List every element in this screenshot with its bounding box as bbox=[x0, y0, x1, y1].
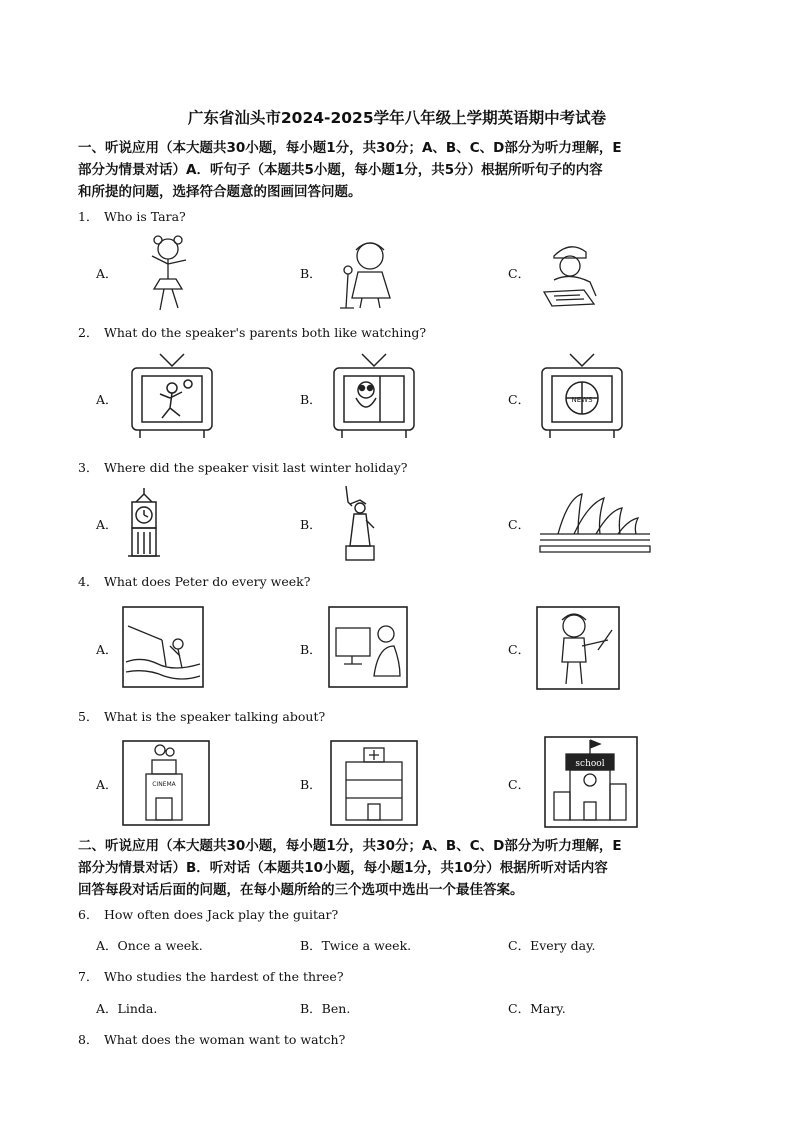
question-text: What does Peter do every week? bbox=[104, 574, 311, 589]
news-text: NEWS bbox=[571, 396, 593, 404]
question-number: 4． bbox=[78, 574, 99, 589]
page-title: 广东省汕头市2024-2025学年八年级上学期英语期中考试卷 bbox=[187, 109, 607, 127]
tv-news-picture bbox=[540, 352, 624, 440]
option-label-b: B． bbox=[300, 642, 322, 657]
question-number: 1． bbox=[78, 209, 99, 224]
option-label-a: A． bbox=[96, 517, 118, 532]
statue-of-liberty-picture bbox=[336, 484, 382, 562]
question-number: 5． bbox=[78, 709, 99, 724]
question-text: What does the woman want to watch? bbox=[104, 1032, 346, 1047]
option-a: A．Linda. bbox=[96, 1001, 158, 1016]
question-5 bbox=[78, 707, 325, 725]
section-2-line: 回答每段对话后面的问题，在每小题所给的三个选项中选出一个最佳答案。 bbox=[78, 882, 524, 898]
question-7 bbox=[78, 967, 344, 985]
question-number: 8． bbox=[78, 1032, 99, 1047]
option-label-a: A． bbox=[96, 392, 118, 407]
tv-animal-picture bbox=[332, 352, 416, 440]
section-2-line: 部分为情景对话）B．听对话（本题共10小题，每小题1分，共10分）根据所听对话内容 bbox=[78, 860, 608, 876]
option-b: B．Ben. bbox=[300, 1001, 351, 1016]
question-8 bbox=[78, 1030, 345, 1048]
section-2-instructions bbox=[78, 835, 720, 901]
question-number: 7． bbox=[78, 969, 99, 984]
question-1 bbox=[78, 207, 186, 225]
question-text: Who is Tara? bbox=[104, 209, 186, 224]
sydney-opera-house-picture bbox=[538, 490, 652, 554]
section-1-line: 部分为情景对话）A．听句子（本题共5小题，每小题1分，共5分）根据所听句子的内容 bbox=[78, 162, 603, 178]
girl-singing-picture bbox=[332, 236, 400, 310]
question-number: 6． bbox=[78, 907, 99, 922]
big-ben-picture bbox=[126, 486, 162, 558]
option-label-a: A． bbox=[96, 266, 118, 281]
question-2 bbox=[78, 323, 426, 341]
option-label-c: C． bbox=[508, 392, 531, 407]
tv-sports-picture bbox=[130, 352, 214, 440]
question-4 bbox=[78, 572, 310, 590]
option-b: B．Twice a week. bbox=[300, 938, 412, 953]
option-label-a: A． bbox=[96, 777, 118, 792]
question-text: Who studies the hardest of the three? bbox=[104, 969, 344, 984]
option-label-b: B． bbox=[300, 517, 322, 532]
option-label-c: C． bbox=[508, 266, 531, 281]
question-3 bbox=[78, 458, 408, 476]
question-text: How often does Jack play the guitar? bbox=[104, 907, 339, 922]
question-text: What is the speaker talking about? bbox=[104, 709, 326, 724]
option-c: C．Every day. bbox=[508, 938, 596, 953]
question-6 bbox=[78, 905, 338, 923]
question-text: What do the speaker's parents both like watching? bbox=[104, 325, 427, 340]
section-2-line: 二、听说应用（本大题共30小题，每小题1分，共30分；A、B、C、D部分为听力理解，E bbox=[78, 838, 622, 854]
section-1-line: 一、听说应用（本大题共30小题，每小题1分，共30分；A、B、C、D部分为听力理解，E bbox=[78, 140, 622, 156]
hospital-picture bbox=[330, 740, 418, 826]
option-label-c: C． bbox=[508, 517, 531, 532]
option-label-b: B． bbox=[300, 777, 322, 792]
option-label-b: B． bbox=[300, 266, 322, 281]
option-c: C．Mary. bbox=[508, 1001, 566, 1016]
question-number: 3． bbox=[78, 460, 99, 475]
option-a: A．Once a week. bbox=[96, 938, 203, 953]
option-label-c: C． bbox=[508, 642, 531, 657]
girl-writing-picture bbox=[540, 240, 602, 308]
computer-picture bbox=[328, 606, 408, 688]
section-1-line: 和所提的问题，选择符合题意的图画回答问题。 bbox=[78, 184, 362, 200]
question-number: 2． bbox=[78, 325, 99, 340]
school-text: school bbox=[575, 759, 605, 769]
option-label-a: A． bbox=[96, 642, 118, 657]
option-label-b: B． bbox=[300, 392, 322, 407]
option-label-c: C． bbox=[508, 777, 531, 792]
question-text: Where did the speaker visit last winter holiday? bbox=[104, 460, 408, 475]
violin-picture bbox=[536, 606, 620, 690]
cinema-text: CINEMA bbox=[152, 781, 176, 788]
fishing-picture bbox=[122, 606, 204, 688]
cinema-picture bbox=[122, 740, 210, 826]
section-1-instructions bbox=[78, 137, 720, 203]
school-picture bbox=[544, 736, 638, 828]
girl-dancing-picture bbox=[138, 234, 198, 314]
